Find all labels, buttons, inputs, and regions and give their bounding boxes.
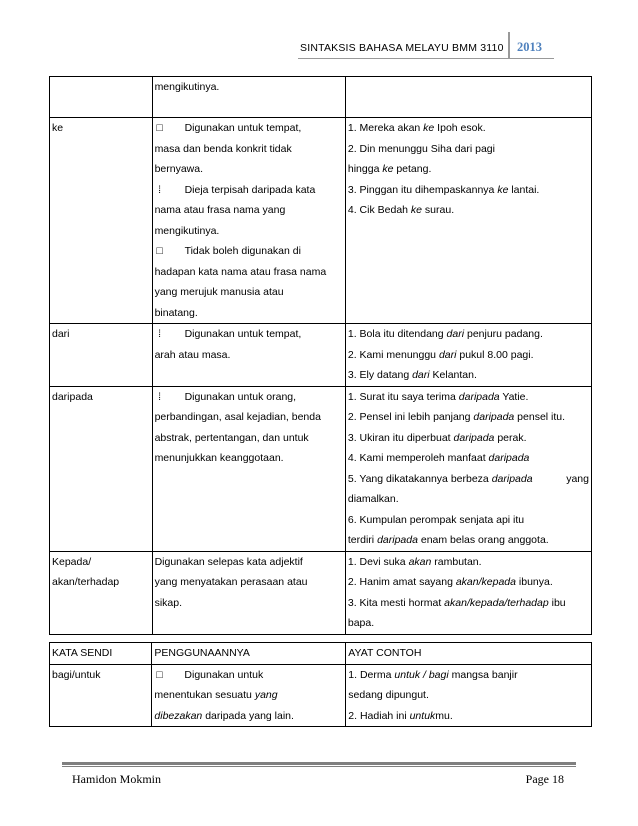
bar-bullet-icon: ⁞ xyxy=(158,183,162,196)
example-line: 4. Kami memperoleh manfaat daripada xyxy=(347,452,530,464)
usage-cell: ⁞ Digunakan untuk tempat, arah atau masa. xyxy=(152,324,345,387)
usage-cell: Digunakan selepas kata adjektif yang menyatakan perasaan atau sikap. xyxy=(152,551,345,634)
table-row xyxy=(50,386,592,551)
example-line: 1. Devi suka akan rambutan. xyxy=(347,555,482,568)
bar-bullet-icon: ⁞ xyxy=(158,328,162,340)
checkbox-bullet-icon: □ xyxy=(156,245,163,257)
header-divider xyxy=(508,32,510,58)
usage-line: □ Tidak boleh digunakan di xyxy=(155,241,343,262)
kata-sendi-table xyxy=(49,642,592,727)
kata-sendi-table-continued xyxy=(49,76,592,635)
example-line: terdiri daripada enam belas orang anggota. xyxy=(347,534,549,546)
word-cell xyxy=(50,664,152,727)
word-kepada: Kepada/ xyxy=(52,555,92,568)
usage-line: □ Digunakan untuk xyxy=(154,665,343,686)
example-line: bapa. xyxy=(347,617,375,629)
word-ke: ke xyxy=(52,122,64,134)
table-row xyxy=(50,664,592,727)
word-cell xyxy=(50,118,153,324)
column-header: KATA SENDI xyxy=(50,643,152,665)
example-line: 5. Yang dikatakannya berbeza daripada yang xyxy=(347,472,589,485)
examples-cell xyxy=(345,118,591,324)
usage-line: ⁞ Digunakan untuk tempat, xyxy=(155,324,343,345)
usage-cell: ⁞ Digunakan untuk orang, perbandingan, asal kejadian, benda abstrak, pertentangan, dan untuk menunjukkan keanggotaan. xyxy=(152,386,345,551)
example-line: 1. Bola itu ditendang dari penjuru padang. xyxy=(347,328,543,340)
example-line: 3. Ely datang dari Kelantan. xyxy=(347,369,477,381)
usage-line: ⁞ Digunakan untuk orang, xyxy=(155,387,343,408)
column-header: AYAT CONTOH xyxy=(346,643,592,665)
table-row xyxy=(50,551,592,634)
usage-cell: □ Digunakan untuk tempat, masa dan benda konkrit tidak bernyawa. ⁞ Dieja terpisah daripada kata nama atau frasa nama yang mengikutinya. □ Tidak boleh digunakan di hadapan kata nama atau frasa nama yang merujuk manusia atau binatang. xyxy=(152,118,345,324)
example-line: 2. Pensel ini lebih panjang daripada pensel itu. xyxy=(347,411,566,423)
example-line: 3. Ukiran itu diperbuat daripada perak. xyxy=(347,431,527,444)
footer-author: Hamidon Mokmin xyxy=(72,772,161,786)
column-header: PENGGUNAANNYA xyxy=(152,643,346,665)
usage-line: □ Digunakan untuk tempat, xyxy=(155,118,343,139)
header-rule xyxy=(298,58,554,59)
running-header-year: 2013 xyxy=(517,40,542,54)
running-header-title: SINTAKSIS BAHASA MELAYU BMM 3110 xyxy=(300,42,504,54)
usage-text: mengikutinya. xyxy=(154,81,220,93)
example-line: 1. Mereka akan ke Ipoh esok. xyxy=(347,122,486,134)
examples-cell xyxy=(345,386,591,551)
example-line: 1. Surat itu saya terima daripada Yatie. xyxy=(347,390,529,403)
example-line: 2. Hadiah ini untukmu. xyxy=(348,709,453,722)
table-row xyxy=(50,77,592,118)
example-line: 2. Din menunggu Siha dari pagi xyxy=(347,142,495,155)
footer-rule-thin xyxy=(62,766,576,767)
example-line: 1. Derma untuk / bagi mangsa banjir xyxy=(348,668,518,681)
table-header-row xyxy=(50,643,592,665)
word-dari: dari xyxy=(52,328,70,340)
example-line: 3. Pinggan itu dihempaskannya ke lantai. xyxy=(347,183,540,196)
table-row xyxy=(50,324,592,387)
example-line: 4. Cik Bedah ke surau. xyxy=(347,204,455,216)
usage-line: dibezakan daripada yang lain. xyxy=(154,709,294,722)
example-line: 2. Kami menunggu dari pukul 8.00 pagi. xyxy=(347,348,534,361)
bar-bullet-icon: ⁞ xyxy=(158,390,162,403)
example-line: hingga ke petang. xyxy=(347,163,432,175)
usage-line: menentukan sesuatu yang xyxy=(154,689,278,701)
word-cell xyxy=(50,324,153,387)
examples-cell xyxy=(345,551,591,634)
checkbox-bullet-icon: □ xyxy=(156,668,163,681)
examples-cell xyxy=(345,324,591,387)
example-line: 2. Hanim amat sayang akan/kepada ibunya. xyxy=(347,576,553,588)
word-bagi-untuk: bagi/untuk xyxy=(52,668,101,681)
usage-cell xyxy=(152,664,346,727)
word-cell xyxy=(50,386,153,551)
usage-line: ⁞ Dieja terpisah daripada kata xyxy=(155,180,343,201)
word-cell: Kepada/ akan/terhadap xyxy=(50,551,153,634)
example-line: 6. Kumpulan perompak senjata api itu xyxy=(347,513,525,526)
table-cell xyxy=(152,77,345,118)
example-line: 3. Kita mesti hormat akan/kepada/terhadap ibu xyxy=(347,596,566,609)
examples-cell xyxy=(346,664,592,727)
example-line: diamalkan. xyxy=(347,493,399,505)
checkbox-bullet-icon: □ xyxy=(156,122,163,134)
footer-rule xyxy=(62,762,576,765)
example-line: sedang dipungut. xyxy=(348,689,429,701)
table-row xyxy=(50,118,592,324)
table-cell xyxy=(345,77,591,118)
word-daripada: daripada xyxy=(52,390,93,403)
table-cell xyxy=(50,77,153,118)
footer-page-number: Page 18 xyxy=(525,772,564,786)
